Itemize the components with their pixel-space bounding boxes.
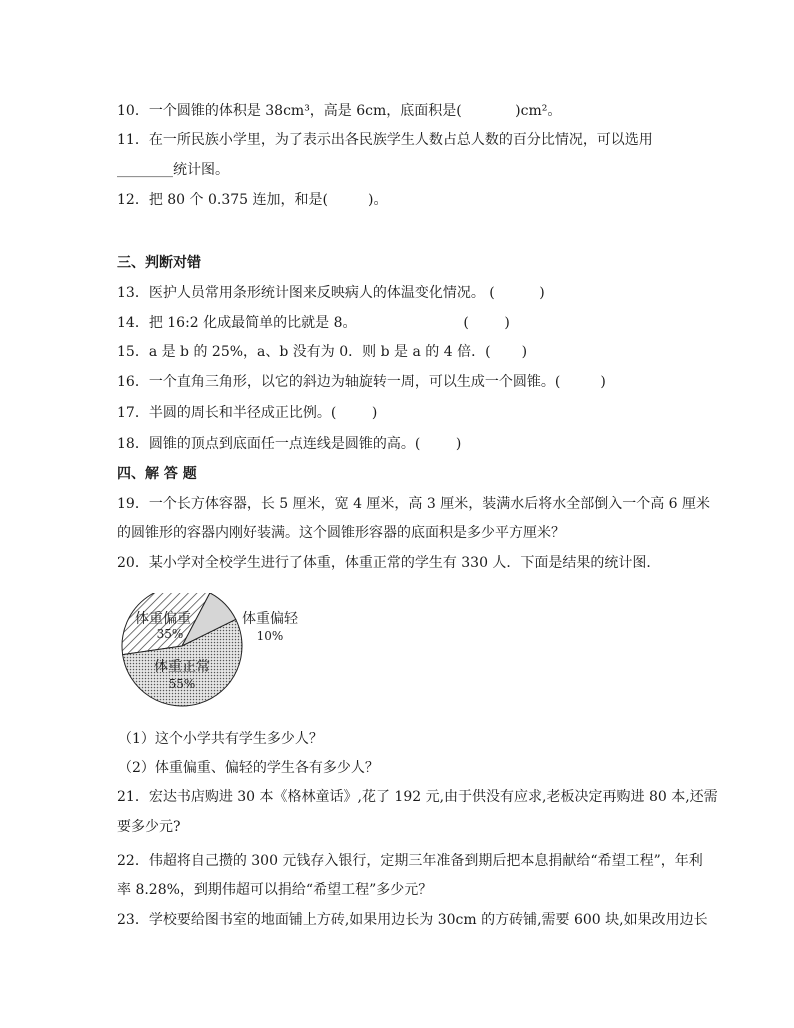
q18-line: 18．圆锥的顶点到底面任一点连线是圆锥的高。( ) [117,436,462,452]
q20-sub1: （1）这个小学共有学生多少人？ [118,731,323,747]
pie-chart [120,593,320,713]
q20-line: 20．某小学对全校学生进行了体重，体重正常的学生有 330 人．下面是结果的统计图． [117,555,661,571]
q11-line-2: ________统计图。 [117,162,229,178]
q14-line: 14．把 16:2 化成最简单的比就是 8。 ( ) [117,315,510,331]
pie-label-normal: 体重正常 [154,659,210,675]
q20-sub2: （2）体重偏重、偏轻的学生各有多少人？ [118,760,379,776]
q17-line: 17．半圆的周长和半径成正比例。( ) [117,405,378,421]
pie-value-heavy: 35% [156,627,184,641]
pie-label-heavy: 体重偏重 [135,611,191,627]
q12-line: 12．把 80 个 0.375 连加，和是( )。 [117,192,388,208]
q19-line-1: 19．一个长方体容器，长 5 厘米，宽 4 厘米，高 3 厘米，装满水后将水全部倒入一个高 6 厘米 [117,496,711,512]
q21-line-1: 21．宏达书店购进 30 本《格林童话》,花了 192 元,由于供没有应求,老板决定再购进 80 本,还需 [117,789,718,805]
q22-line-2: 率 8.28%，到期伟超可以捐给“希望工程”多少元？ [117,882,433,898]
q16-line: 16．一个直角三角形，以它的斜边为轴旋转一周，可以生成一个圆锥。( ) [117,374,606,390]
pie-value-light: 10% [256,629,284,643]
q21-line-2: 要多少元? [117,819,181,835]
pie-value-normal: 55% [168,677,196,691]
q23-line: 23．学校要给图书室的地面铺上方砖,如果用边长为 30cm 的方砖铺,需要 600 块,如果改用边长 [117,912,708,928]
q10-line: 10．一个圆锥的体积是 38cm³，高是 6cm，底面积是( )cm²。 [117,103,562,119]
q11-line: 11．在一所民族小学里，为了表示出各民族学生人数占总人数的百分比情况，可以选用 [117,132,653,148]
pie-label-light: 体重偏轻 [242,611,298,627]
q22-line-1: 22．伟超将自己攒的 300 元钱存入银行，定期三年准备到期后把本息捐献给“希望工程”，年利 [117,853,703,869]
q19-line-2: 的圆锥形的容器内刚好装满。这个圆锥形容器的底面积是多少平方厘米？ [117,525,565,541]
q13-line: 13．医护人员常用条形统计图来反映病人的体温变化情况。 ( ) [117,285,545,301]
section3-heading: 三、判断对错 [117,255,201,271]
q15-line: 15．a 是 b 的 25%，a、b 没有为 0．则 b 是 a 的 4 倍．( ) [117,344,528,360]
section4-heading: 四、解 答 题 [117,466,197,482]
